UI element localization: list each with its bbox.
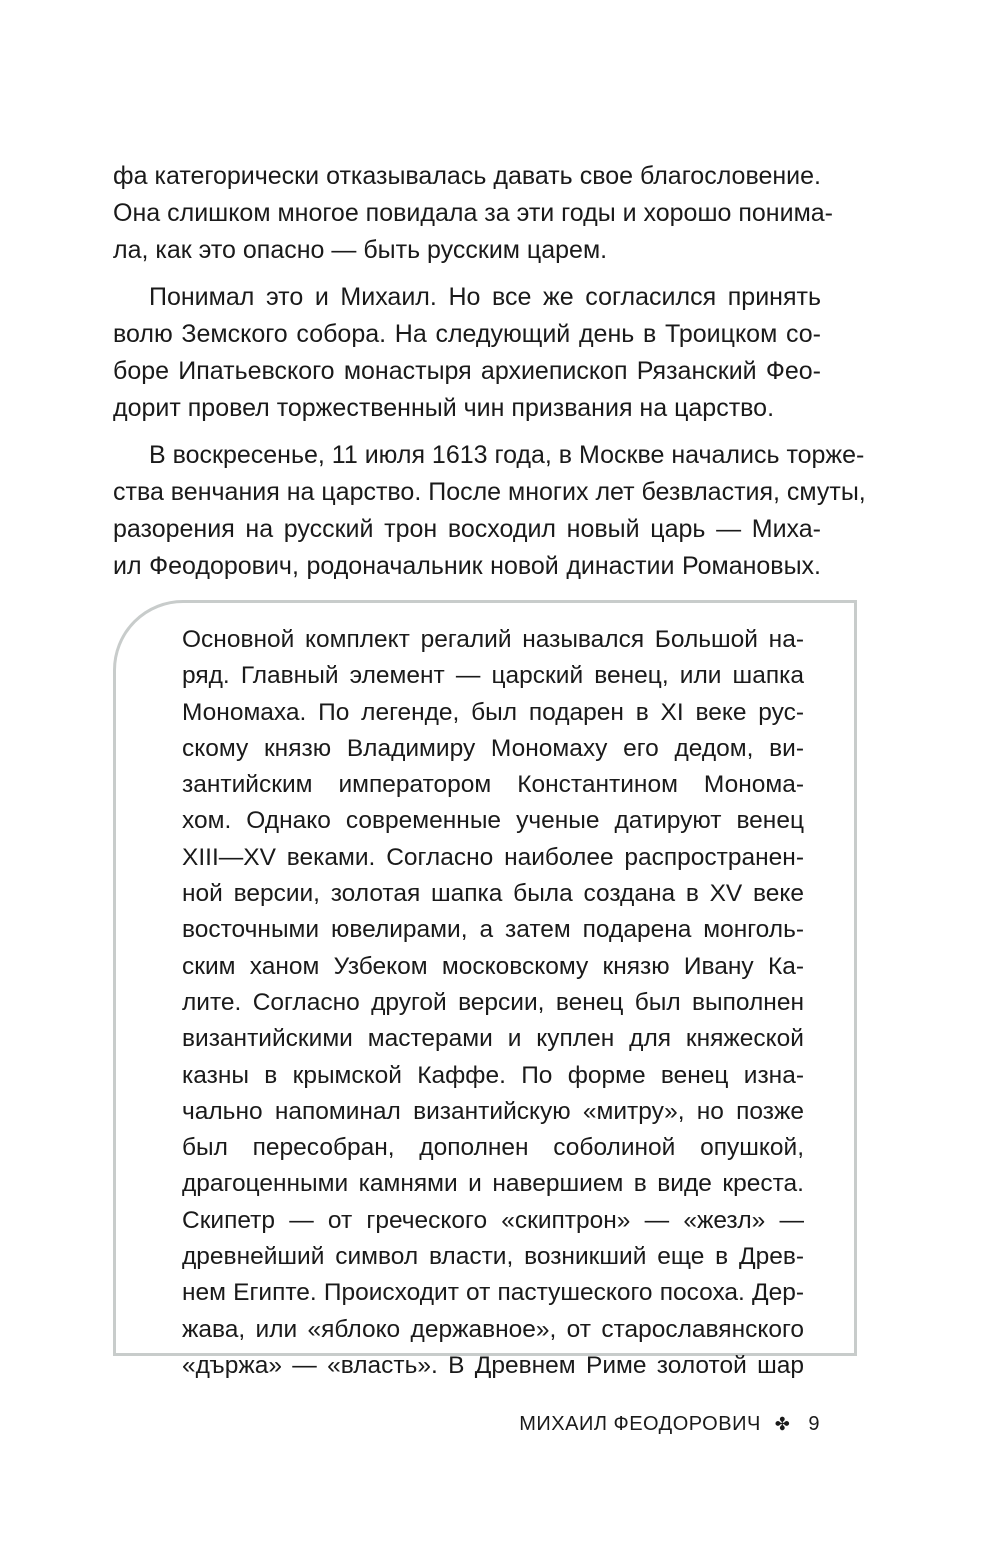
- text-line: В воскресенье, 11 июля 1613 года, в Москве начались торже-: [149, 441, 865, 469]
- text-line: Она слишком многое повидала за эти годы и хорошо понима-: [113, 199, 833, 227]
- page-number: 9: [808, 1413, 820, 1435]
- text-line: разорения на русский трон восходил новый царь — Миха-: [113, 515, 821, 543]
- sidebar-line: XIII—XV веками. Согласно наиболее распространен-: [182, 843, 804, 871]
- text-line: ла, как это опасно — быть русским царем.: [113, 236, 608, 264]
- sidebar-line: Основной комплект регалий назывался Большой на-: [182, 626, 804, 653]
- sidebar-line: скому князю Владимиру Мономаху его дедом, ви-: [182, 734, 804, 762]
- sidebar-line: «държа» — «власть». В Древнем Риме золотой шар: [182, 1351, 804, 1379]
- text-line: ил Феодорович, родоначальник новой династии Романовых.: [113, 552, 821, 580]
- text-line: боре Ипатьевского монастыря архиепископ Рязанский Фео-: [113, 357, 821, 385]
- sidebar-line: был пересобран, дополнен соболиной опушкой,: [182, 1134, 804, 1162]
- paragraph-2: [113, 279, 821, 427]
- sidebar-text: [182, 622, 804, 1384]
- sidebar-line: ной версии, золотая шапка была создана в XV веке: [182, 880, 804, 908]
- sidebar-line: лите. Согласно другой версии, венец был выполнен: [182, 988, 804, 1016]
- paragraph-3: [113, 437, 866, 585]
- text-line: дорит провел торжественный чин призвания на царство.: [113, 394, 775, 422]
- text-line: фа категорически отказывалась давать свое благословение.: [113, 162, 821, 190]
- ornament-icon: ✤: [774, 1414, 791, 1434]
- main-text: [113, 158, 866, 595]
- running-title: МИХАИЛ ФЕОДОРОВИЧ: [519, 1413, 761, 1435]
- sidebar-line: драгоценными камнями и навершием в виде креста.: [182, 1170, 804, 1198]
- sidebar-line: византийскими мастерами и куплен для княжеской: [182, 1025, 804, 1053]
- text-line: Понимал это и Михаил. Но все же согласился принять: [149, 283, 821, 311]
- sidebar-line: чально напоминал византийскую «митру», но позже: [182, 1097, 804, 1125]
- sidebar-line: древнейший символ власти, возникший еще в Древ-: [182, 1243, 804, 1271]
- sidebar-line: восточными ювелирами, а затем подарена монголь-: [182, 916, 804, 944]
- sidebar-line: хом. Однако современные ученые датируют венец: [182, 807, 804, 835]
- paragraph-1: [113, 158, 833, 269]
- sidebar-line: ряд. Главный элемент — царский венец, или шапка: [182, 662, 804, 690]
- sidebar-line: зантийским императором Константином Монома-: [182, 771, 804, 799]
- sidebar-line: казны в крымской Каффе. По форме венец изна-: [182, 1061, 804, 1089]
- text-line: ства венчания на царство. После многих лет безвластия, смуты,: [113, 478, 866, 506]
- sidebar-line: жава, или «яблоко державное», от старославянского: [182, 1315, 804, 1343]
- page-footer: [440, 1413, 820, 1436]
- sidebar-line: нем Египте. Происходит от пастушеского посоха. Дер-: [182, 1279, 804, 1307]
- sidebar-line: Мономаха. По легенде, был подарен в XI веке рус-: [182, 698, 804, 726]
- sidebar-line: Скипетр — от греческого «скиптрон» — «жезл» —: [182, 1206, 804, 1234]
- text-line: волю Земского собора. На следующий день в Троицком со-: [113, 320, 821, 348]
- sidebar-line: ским ханом Узбеком московскому князю Ивану Ка-: [182, 952, 804, 980]
